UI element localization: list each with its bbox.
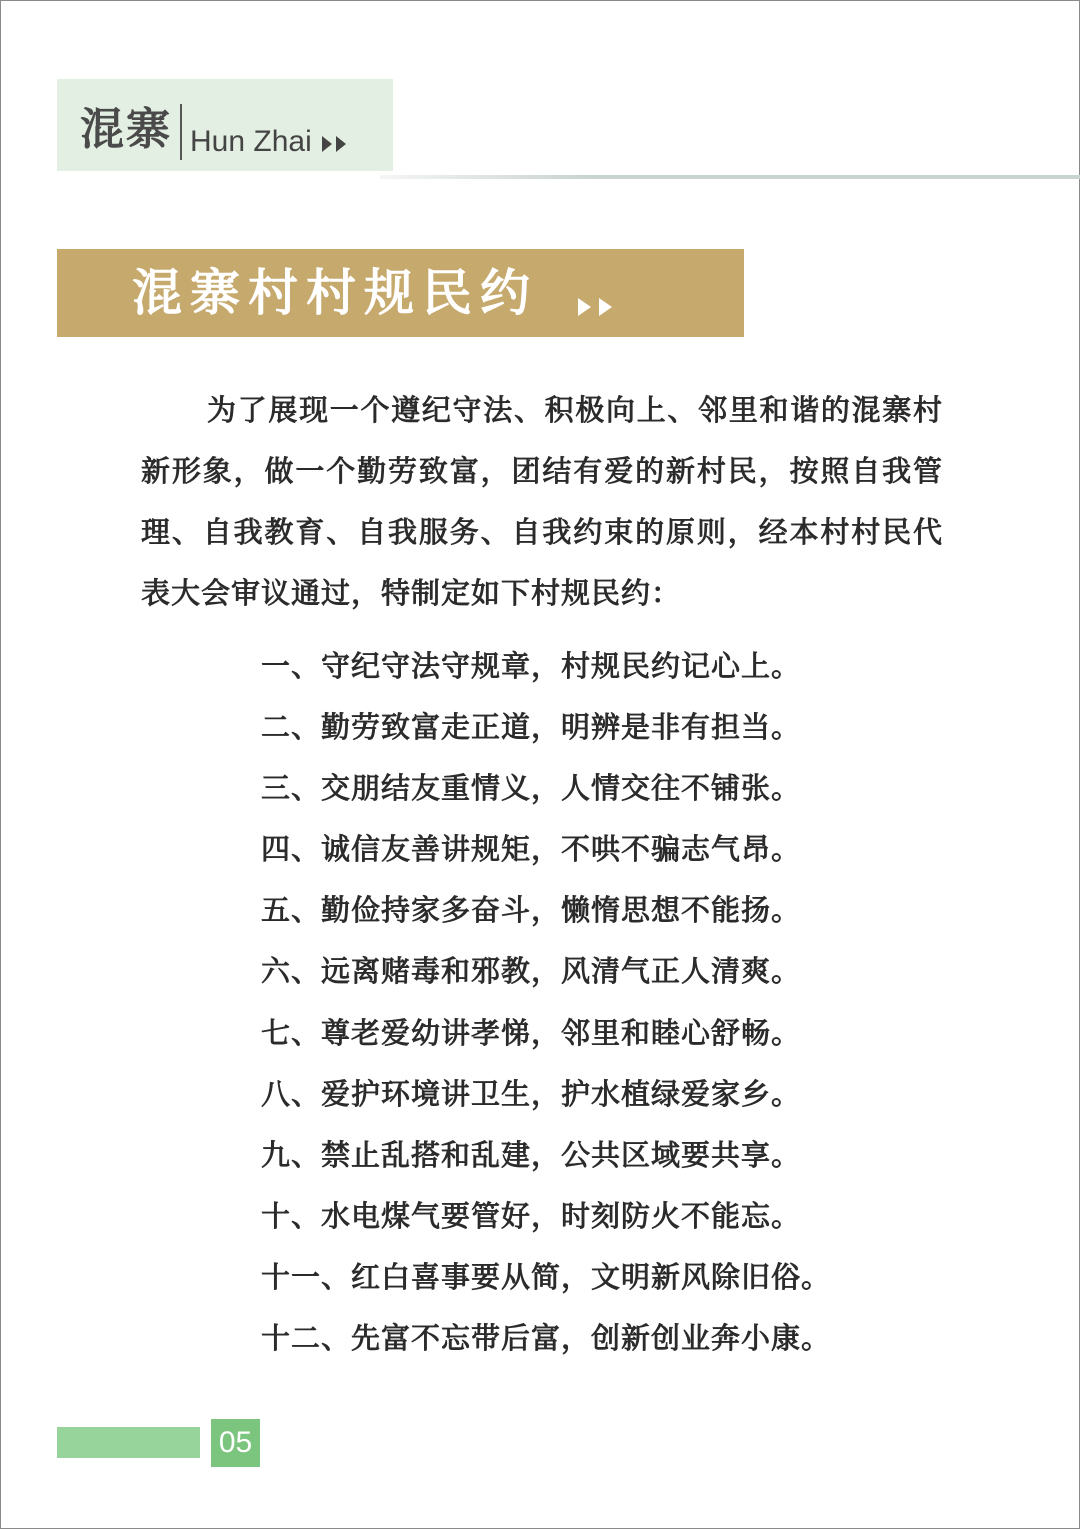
rule-item: 二、勤劳致富走正道，明辨是非有担当。 xyxy=(261,710,802,745)
rule-item: 一、守纪守法守规章，村规民约记心上。 xyxy=(261,649,802,683)
rule-item: 八、爱护环境讲卫生，护水植绿爱家乡。 xyxy=(261,1076,802,1111)
page-number: 05 xyxy=(211,1419,260,1467)
page-title: 混寨村村规民约 xyxy=(132,263,538,322)
section-title-english: Hun Zhai xyxy=(190,125,312,158)
rule-item: 六、远离赌毒和邪教，风清气正人清爽。 xyxy=(261,954,802,989)
rule-item: 五、勤俭持家多奋斗，懒惰思想不能扬。 xyxy=(261,893,802,928)
rule-item: 七、尊老爱幼讲孝悌，邻里和睦心舒畅。 xyxy=(261,1015,802,1050)
arrow-right-icon xyxy=(322,136,332,152)
rule-item: 四、诚信友善讲规矩，不哄不骗志气昂。 xyxy=(261,832,802,867)
rules-list xyxy=(261,636,831,1369)
rule-item: 十、水电煤气要管好，时刻防火不能忘。 xyxy=(261,1198,802,1233)
double-arrow-icon xyxy=(322,133,346,155)
header-rule xyxy=(380,175,1080,179)
double-arrow-icon xyxy=(578,298,612,316)
section-title-chinese: 混寨 xyxy=(80,104,172,155)
rule-item: 十二、先富不忘带后富，创新创业奔小康。 xyxy=(261,1321,832,1356)
footer-bar xyxy=(57,1427,200,1458)
arrow-right-icon xyxy=(578,298,591,316)
rule-item: 十一、红白喜事要从简，文明新风除旧俗。 xyxy=(261,1259,832,1294)
arrow-right-icon xyxy=(336,136,346,152)
section-header-divider xyxy=(180,104,182,160)
rule-item: 九、禁止乱搭和乱建，公共区域要共享。 xyxy=(261,1137,802,1172)
arrow-right-icon xyxy=(599,298,612,316)
rule-item: 三、交朋结友重情义，人情交往不铺张。 xyxy=(261,771,802,806)
intro-paragraph: 为了展现一个遵纪守法、积极向上、邻里和谐的混寨村新形象，做一个勤劳致富，团结有爱的新村民，按照自我管理、自我教育、自我服务、自我约束的原则，经本村村民代表大会审议通过，特制定如下村规民约： xyxy=(141,393,943,610)
